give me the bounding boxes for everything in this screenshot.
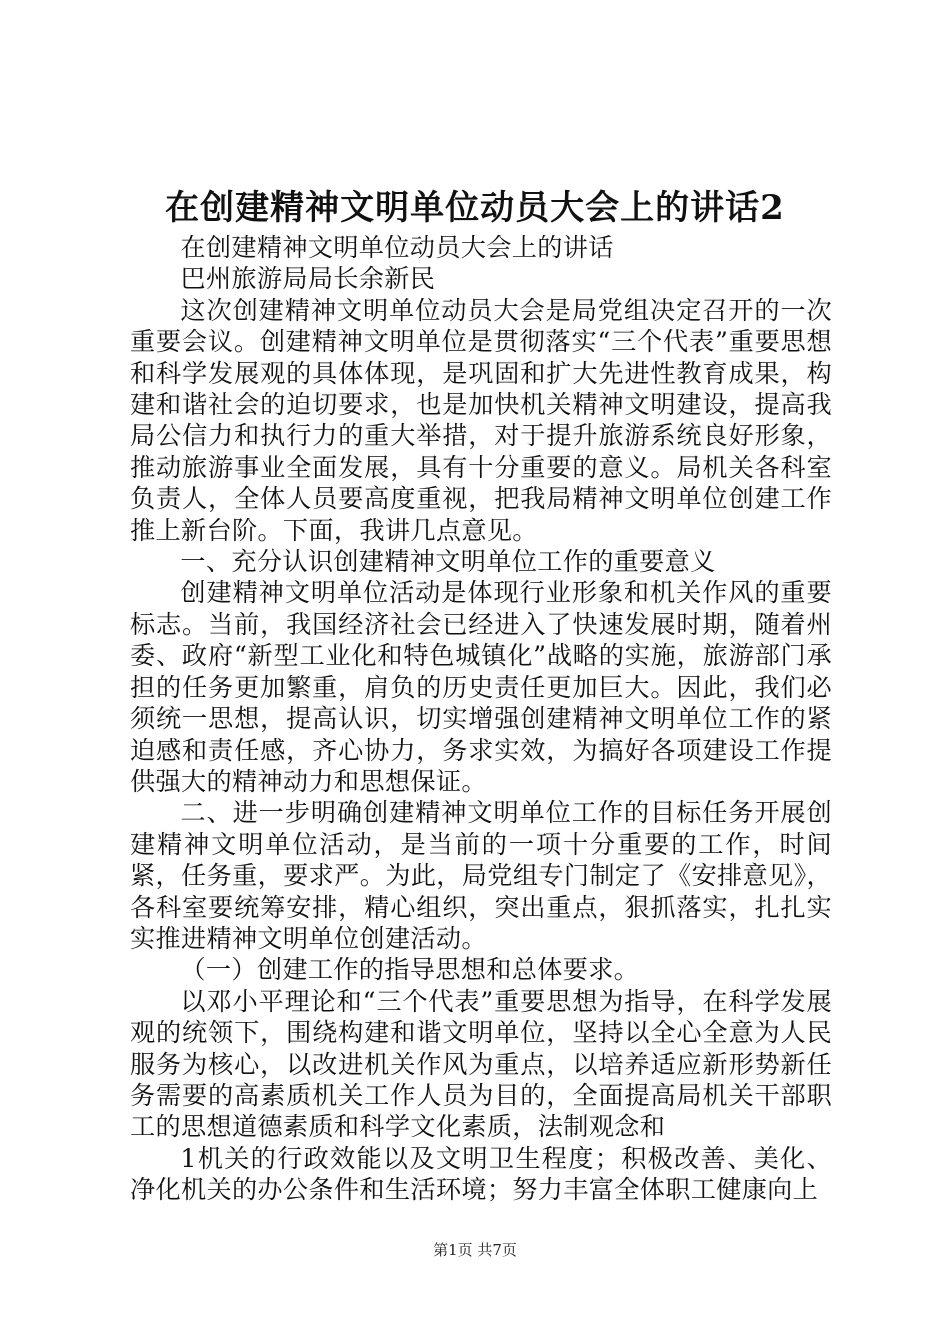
subsection-heading: （一）创建工作的指导思想和总体要求。 xyxy=(180,955,640,985)
body-paragraph: 这次创建精神文明单位动员大会是局党组决定召开的一次重要会议。创建精神文明单位是贯彻落实“三个代表”重要思想和科学发展观的具体体现，是巩固和扩大先进性教育成果，构建和谐社会的迫切要求，也是加快机关精神文明建设，提高我局公信力和执行力的重大举措，对于提升旅游系统良好形象，推动旅游事业全面发展，具有十分重要的意义。局机关各科室负责人，全体人员要高度重视，把我局精神文明单位创建工作推上新台阶。下面，我讲几点意见。 xyxy=(130,295,832,545)
document-title: 在创建精神文明单位动员大会上的讲话2 xyxy=(165,188,785,228)
section-heading: 一、充分认识创建精神文明单位工作的重要意义 xyxy=(180,547,716,577)
speaker-line: 巴州旅游局局长余新民 xyxy=(180,264,436,294)
body-paragraph: 以邓小平理论和“三个代表”重要思想为指导，在科学发展观的统领下，围绕构建和谐文明单位，坚持以全心全意为人民服务为核心，以改进机关作风为重点，以培养适应新形势新任务需要的高素质机关工作人员为目的，全面提高局机关干部职工的思想道德素质和科学文化素质，法制观念和 xyxy=(130,986,832,1142)
page-footer: 第1页 共7页 xyxy=(433,1241,517,1259)
body-paragraph: 二、进一步明确创建精神文明单位工作的目标任务开展创建精神文明单位活动，是当前的一项十分重要的工作，时间紧，任务重，要求严。为此，局党组专门制定了《安排意见》，各科室要统筹安排，精心组织，突出重点，狠抓落实，扎扎实实推进精神文明单位创建活动。 xyxy=(130,798,832,953)
speech-heading: 在创建精神文明单位动员大会上的讲话 xyxy=(180,233,614,262)
body-paragraph: 创建精神文明单位活动是体现行业形象和机关作风的重要标志。当前，我国经济社会已经进入了快速发展时期，随着州委、政府“新型工业化和特色城镇化”战略的实施，旅游部门承担的任务更加繁重，肩负的历史责任更加巨大。因此，我们必须统一思想，提高认识，切实增强创建精神文明单位工作的紧迫感和责任感，齐心协力，务求实效，为搞好各项建设工作提供强大的精神动力和思想保证。 xyxy=(130,578,832,796)
document-body xyxy=(130,232,832,1206)
body-paragraph: 1机关的行政效能以及文明卫生程度；积极改善、美化、净化机关的办公条件和生活环境；努力丰富全体职工健康向上 xyxy=(130,1143,832,1205)
